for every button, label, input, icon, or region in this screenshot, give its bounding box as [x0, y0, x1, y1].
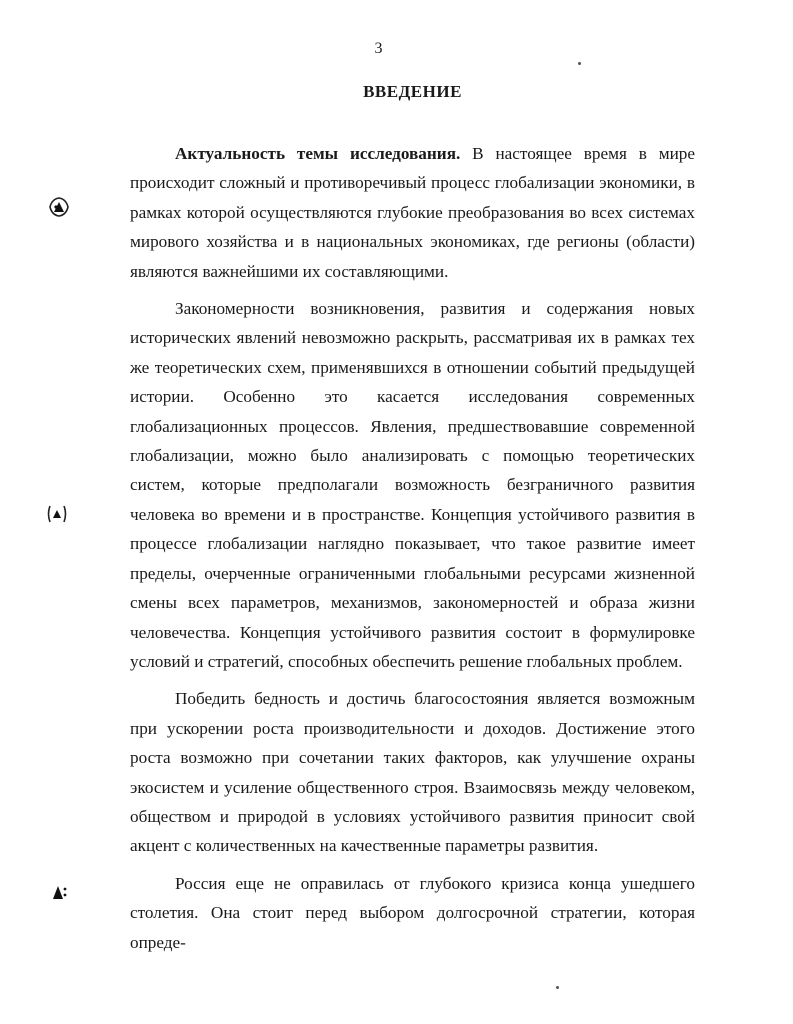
paragraph-3: Победить бедность и достичь благосостояния является возможным при ускорении роста производительности и доходов. Достижение этого роста возможно при сочетании таких факторов, как улучшение охраны экосистем и усиление общественного строя. Взаимосвязь между человеком, обществом и природой в условиях устойчивого развития приносит свой акцент с количественных на качественные параметры развития.: [130, 689, 695, 856]
section-heading: ВВЕДЕНИЕ: [363, 82, 462, 101]
scan-speck: [556, 986, 559, 989]
body-text: [130, 139, 695, 957]
binding-hole-mark-icon: [46, 195, 72, 219]
binding-hole-mark-icon: [46, 880, 72, 904]
paragraph-1-lead: Актуальность темы исследования.: [175, 144, 461, 163]
paragraph-4: Россия еще не оправилась от глубокого кризиса конца ушедшего столетия. Она стоит перед выбором долгосрочной стратегии, которая опреде-: [130, 873, 695, 952]
scan-speck: [578, 62, 581, 65]
paragraph-1-text: В настоящее время в мире происходит сложный и противоречивый процесс глобализации экономики, в рамках которой осуществляются глубокие преобразования во всех системах мирового хозяйства и в национальных экономиках, где регионы (области) являются важнейшими их составляющими.: [130, 144, 695, 281]
paragraph-1: [130, 139, 695, 286]
binding-hole-mark-icon: [44, 502, 70, 526]
paragraph-2: Закономерности возникновения, развития и содержания новых исторических явлений невозможно раскрыть, рассматривая их в рамках тех же теоретических схем, применявшихся в отношении событий предыдущей истории. Особенно это касается исследования современных глобализационных процессов. Явления, предшествовавшие современной глобализации, можно было анализировать с помощью теоретических систем, которые предполагали возможность безграничного развития человека во времени и в пространстве. Концепция устойчивого развития в процессе глобализации наглядно показывает, что такое развитие имеет пределы, очерченные ограниченными глобальными ресурсами жизненной смены всех параметров, механизмов, закономерностей и образа жизни человечества. Концепция устойчивого развития состоит в формулировке условий и стратегий, способных обеспечить решение глобальных проблем.: [130, 299, 695, 671]
page-number: 3: [374, 40, 383, 57]
